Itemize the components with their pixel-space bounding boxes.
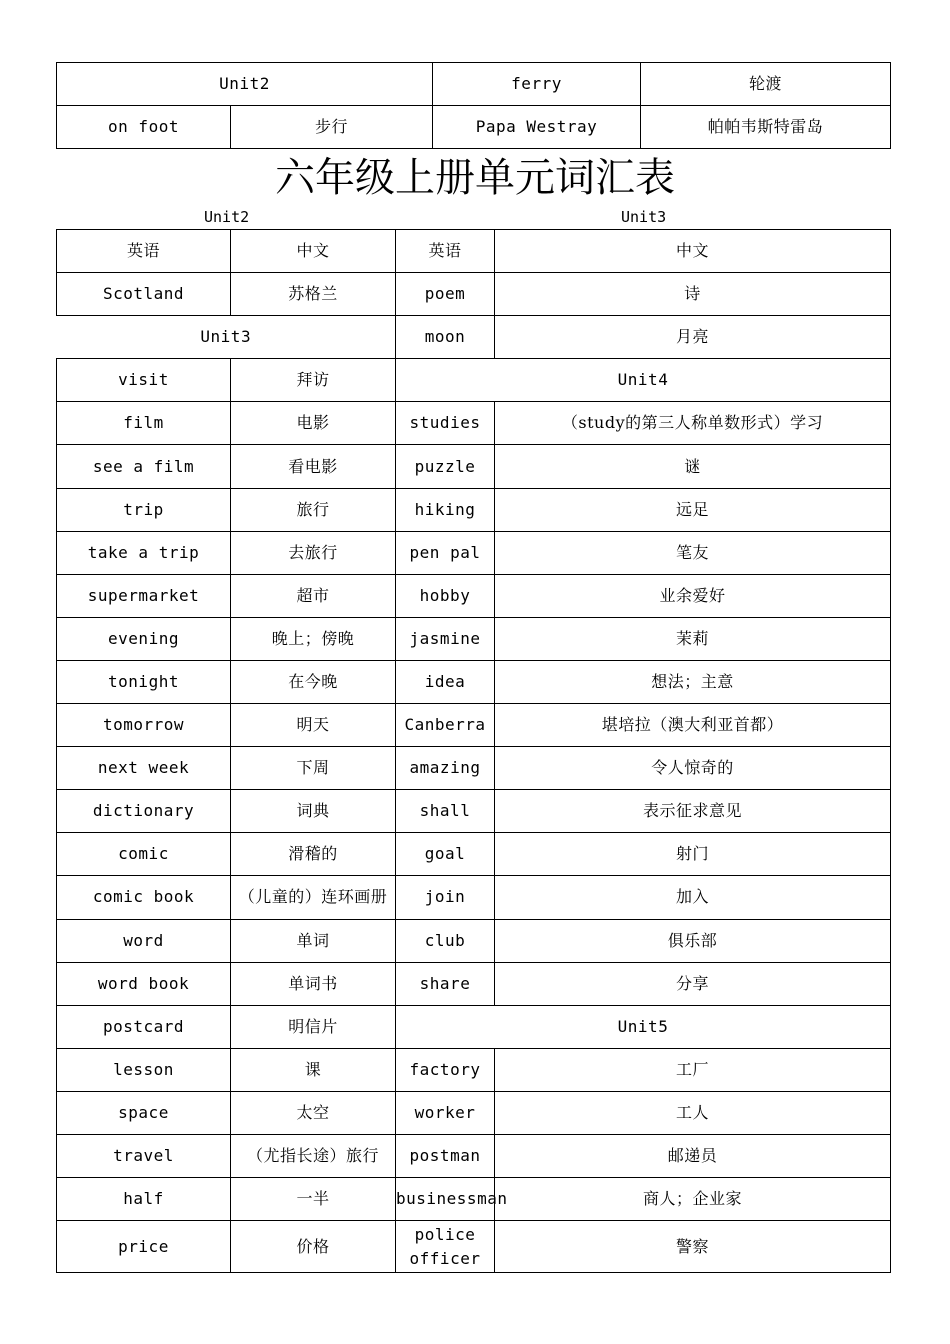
- english-word: join: [396, 876, 495, 919]
- chinese-meaning: 商人；企业家: [495, 1178, 891, 1221]
- table-row: [57, 1178, 891, 1221]
- table-row: [57, 1134, 891, 1177]
- chinese-meaning: 旅行: [231, 488, 396, 531]
- chinese-meaning: 单词: [231, 919, 396, 962]
- english-word: lesson: [57, 1048, 231, 1091]
- column-header-english: 英语: [57, 230, 231, 273]
- english-word: pen pal: [396, 531, 495, 574]
- english-word: [396, 1221, 495, 1273]
- english-word: idea: [396, 660, 495, 703]
- table-row: [57, 919, 891, 962]
- table-row: [57, 273, 891, 316]
- english-word: evening: [57, 617, 231, 660]
- chinese-meaning: 看电影: [231, 445, 396, 488]
- chinese-meaning: （study的第三人称单数形式）学习: [495, 402, 891, 445]
- english-word: half: [57, 1178, 231, 1221]
- english-word: amazing: [396, 747, 495, 790]
- chinese-meaning: 下周: [231, 747, 396, 790]
- english-word: postman: [396, 1134, 495, 1177]
- english-word: share: [396, 962, 495, 1005]
- header-row: [57, 230, 891, 273]
- chinese-meaning: 谜: [495, 445, 891, 488]
- table-row: [57, 574, 891, 617]
- chinese-meaning: 超市: [231, 574, 396, 617]
- table-row: [57, 402, 891, 445]
- chinese-meaning: 步行: [231, 106, 433, 149]
- unit-heading: Unit2: [57, 63, 433, 106]
- table-row: [57, 316, 891, 359]
- chinese-meaning: 在今晚: [231, 660, 396, 703]
- page-title: 六年级上册单元词汇表: [275, 155, 675, 201]
- english-word: price: [57, 1221, 231, 1273]
- english-word: puzzle: [396, 445, 495, 488]
- table-row: [57, 1048, 891, 1091]
- table-row: [57, 660, 891, 703]
- chinese-meaning: 令人惊奇的: [495, 747, 891, 790]
- chinese-meaning: 想法；主意: [495, 660, 891, 703]
- english-word: on foot: [57, 106, 231, 149]
- chinese-meaning: 明天: [231, 704, 396, 747]
- chinese-meaning: 加入: [495, 876, 891, 919]
- english-word: dictionary: [57, 790, 231, 833]
- english-word: space: [57, 1091, 231, 1134]
- english-word: word book: [57, 962, 231, 1005]
- english-word: poem: [396, 273, 495, 316]
- chinese-meaning: 帕帕韦斯特雷岛: [641, 106, 891, 149]
- english-word: factory: [396, 1048, 495, 1091]
- english-word: word: [57, 919, 231, 962]
- chinese-meaning: 单词书: [231, 962, 396, 1005]
- unit-block: [57, 402, 891, 1005]
- english-word: ferry: [433, 63, 641, 106]
- vocab-table: [56, 229, 891, 1273]
- table-row: [57, 1221, 891, 1273]
- chinese-meaning: 射门: [495, 833, 891, 876]
- table-row: [57, 531, 891, 574]
- table-row: [57, 747, 891, 790]
- english-word: Canberra: [396, 704, 495, 747]
- top-vocab-table: [56, 62, 891, 149]
- table-row: [57, 704, 891, 747]
- chinese-meaning: 词典: [231, 790, 396, 833]
- english-word: worker: [396, 1091, 495, 1134]
- column-header-english: 英语: [396, 230, 495, 273]
- chinese-meaning: 电影: [231, 402, 396, 445]
- table-row: [57, 63, 891, 106]
- english-word: travel: [57, 1134, 231, 1177]
- unit-label-right: Unit3: [621, 208, 667, 226]
- table-row: [57, 790, 891, 833]
- english-word: comic book: [57, 876, 231, 919]
- chinese-meaning: 远足: [495, 488, 891, 531]
- english-word: goal: [396, 833, 495, 876]
- english-word: hobby: [396, 574, 495, 617]
- chinese-meaning: 邮递员: [495, 1134, 891, 1177]
- chinese-meaning: 轮渡: [641, 63, 891, 106]
- table-row: [57, 488, 891, 531]
- chinese-meaning: 笔友: [495, 531, 891, 574]
- unit-label-left: Unit2: [204, 208, 250, 226]
- chinese-meaning: 去旅行: [231, 531, 396, 574]
- english-word: film: [57, 402, 231, 445]
- chinese-meaning: 拜访: [231, 359, 396, 402]
- english-word-line: officer: [409, 1248, 481, 1268]
- english-word: take a trip: [57, 531, 231, 574]
- english-word: Papa Westray: [433, 106, 641, 149]
- table-row: [57, 1005, 891, 1048]
- table-row: [57, 962, 891, 1005]
- chinese-meaning: 诗: [495, 273, 891, 316]
- unit-heading: Unit3: [57, 316, 396, 359]
- table-row: [57, 445, 891, 488]
- english-word: visit: [57, 359, 231, 402]
- chinese-meaning: （尤指长途）旅行: [231, 1134, 396, 1177]
- chinese-meaning: 苏格兰: [231, 273, 396, 316]
- chinese-meaning: 表示征求意见: [495, 790, 891, 833]
- english-word: club: [396, 919, 495, 962]
- chinese-meaning: 价格: [231, 1221, 396, 1273]
- table-row: [57, 617, 891, 660]
- english-word: hiking: [396, 488, 495, 531]
- english-word: see a film: [57, 445, 231, 488]
- chinese-meaning: 茉莉: [495, 617, 891, 660]
- english-word: postcard: [57, 1005, 231, 1048]
- table-row: [57, 876, 891, 919]
- table-row: [57, 833, 891, 876]
- chinese-meaning: 太空: [231, 1091, 396, 1134]
- english-word: studies: [396, 402, 495, 445]
- chinese-meaning: 俱乐部: [495, 919, 891, 962]
- table-row: [57, 359, 891, 402]
- table-row: [57, 1091, 891, 1134]
- english-word: businessman: [396, 1178, 495, 1221]
- chinese-meaning: 分享: [495, 962, 891, 1005]
- english-word: comic: [57, 833, 231, 876]
- chinese-meaning: 工人: [495, 1091, 891, 1134]
- chinese-meaning: 晚上；傍晚: [231, 617, 396, 660]
- table-row: [57, 106, 891, 149]
- chinese-meaning: 工厂: [495, 1048, 891, 1091]
- column-header-chinese: 中文: [231, 230, 396, 273]
- english-word: next week: [57, 747, 231, 790]
- english-word: shall: [396, 790, 495, 833]
- chinese-meaning: 课: [231, 1048, 396, 1091]
- chinese-meaning: 明信片: [231, 1005, 396, 1048]
- english-word: tomorrow: [57, 704, 231, 747]
- chinese-meaning: 堪培拉（澳大利亚首都）: [495, 704, 891, 747]
- english-word: Scotland: [57, 273, 231, 316]
- english-word: supermarket: [57, 574, 231, 617]
- english-word: moon: [396, 316, 495, 359]
- chinese-meaning: 月亮: [495, 316, 891, 359]
- column-header-chinese: 中文: [495, 230, 891, 273]
- chinese-meaning: 滑稽的: [231, 833, 396, 876]
- english-word: trip: [57, 488, 231, 531]
- english-word: jasmine: [396, 617, 495, 660]
- unit-heading: Unit4: [396, 359, 891, 402]
- unit-block: [57, 1048, 891, 1220]
- english-word-line: police: [414, 1224, 476, 1244]
- chinese-meaning: 一半: [231, 1178, 396, 1221]
- english-word: tonight: [57, 660, 231, 703]
- chinese-meaning: 业余爱好: [495, 574, 891, 617]
- unit-heading: Unit5: [396, 1005, 891, 1048]
- chinese-meaning: 警察: [495, 1221, 891, 1273]
- chinese-meaning: （儿童的）连环画册: [231, 876, 396, 919]
